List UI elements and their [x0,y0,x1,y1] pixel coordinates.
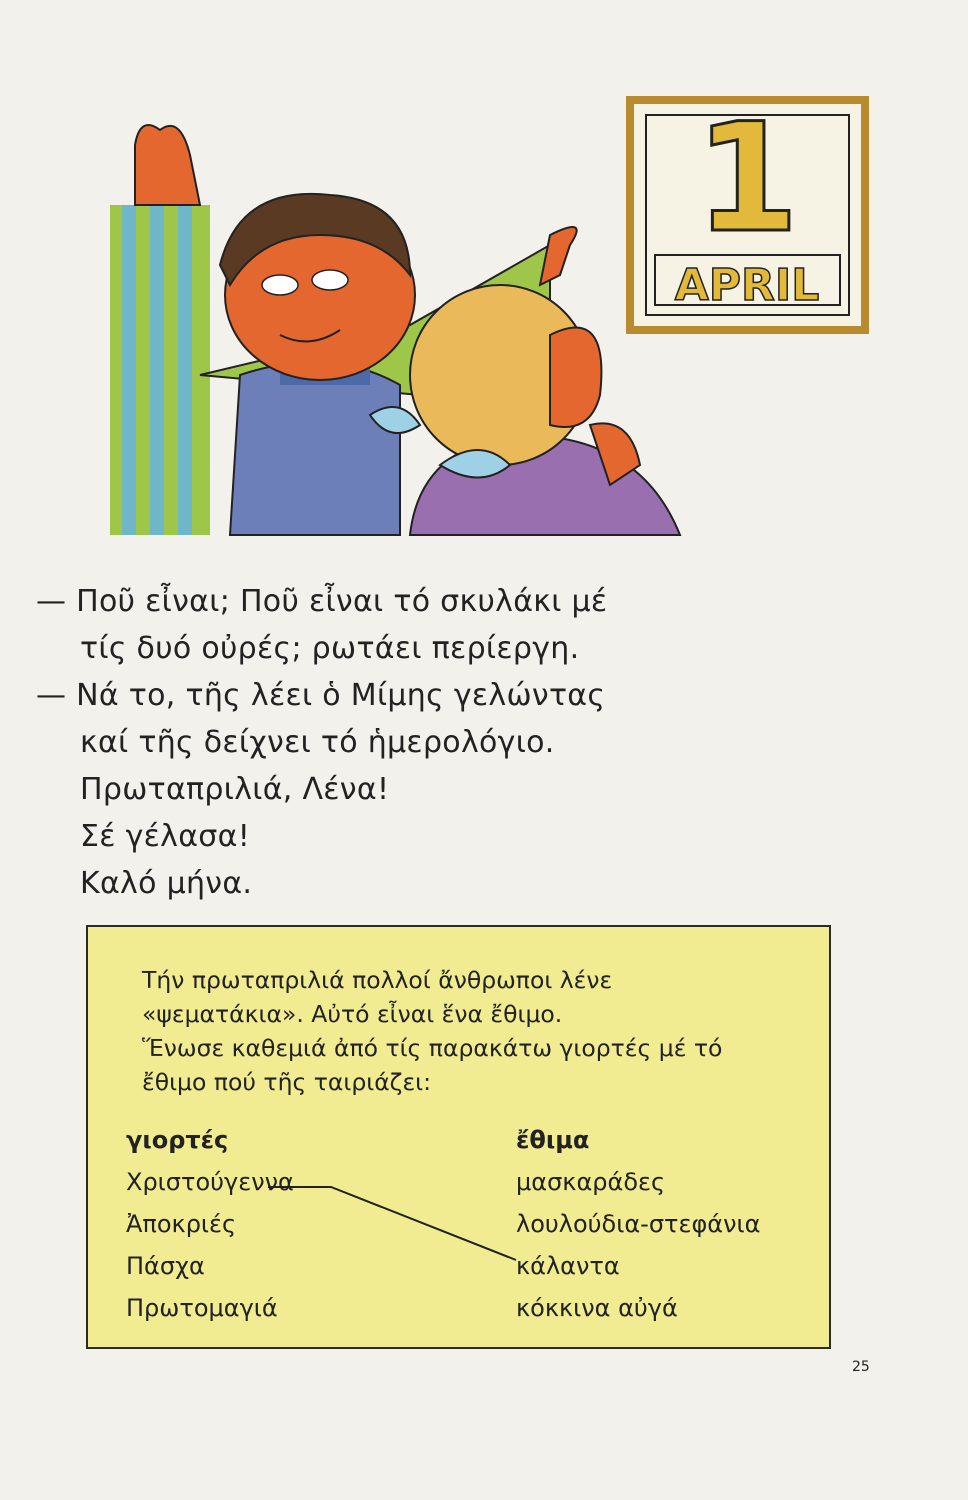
holiday-item[interactable]: Πάσχα [126,1252,205,1280]
instruction-line: «ψεματάκια». Αὐτό εἶναι ἕνα ἔθιμο. [142,1000,563,1028]
dialogue-line: — Νά το, τῆς λέει ὁ Μίμης γελώντας [36,678,606,713]
custom-item[interactable]: λουλούδια-στεφάνια [516,1210,761,1238]
dialogue-line: — Ποῦ εἶναι; Ποῦ εἶναι τό σκυλάκι μέ [36,584,608,619]
dialogue-line: Καλό μήνα. [80,866,253,901]
customs-column [516,1119,760,1329]
holidays-column [126,1119,294,1329]
calendar-month: APRIL [674,260,820,311]
holiday-item[interactable]: Πρωτομαγιά [126,1294,278,1322]
calendar [630,95,865,330]
dialogue-line: καί τῆς δείχνει τό ἡμερολόγιο. [80,725,555,760]
page-number: 25 [852,1359,870,1375]
custom-item[interactable]: κάλαντα [516,1252,620,1280]
dialogue-line: Σέ γέλασα! [80,819,251,854]
customs-header: ἔθιμα [516,1126,590,1154]
custom-item[interactable]: κόκκινα αὐγά [516,1294,678,1322]
holidays-header: γιορτές [126,1126,229,1154]
custom-item[interactable]: μασκαράδες [516,1168,666,1196]
holiday-item[interactable]: Χριστούγεννα [126,1168,294,1196]
illustration [80,95,880,545]
instruction-line: Ἕνωσε καθεμιά ἀπό τίς παρακάτω γιορτές μέ τό [142,1034,723,1062]
holiday-item[interactable]: Ἀποκριές [126,1210,237,1238]
calendar-day: 1 [694,95,800,266]
instruction-line: ἔθιμο πού τῆς ταιριάζει: [142,1068,432,1096]
dialogue-line: Πρωταπριλιά, Λένα! [80,772,390,807]
dialogue-line: τίς δυό οὐρές; ρωτάει περίεργη. [80,631,580,666]
dialogue [36,578,736,907]
exercise-instructions [142,963,822,1099]
exercise-box [86,925,831,1349]
instruction-line: Τήν πρωταπριλιά πολλοί ἄνθρωποι λένε [142,966,613,994]
